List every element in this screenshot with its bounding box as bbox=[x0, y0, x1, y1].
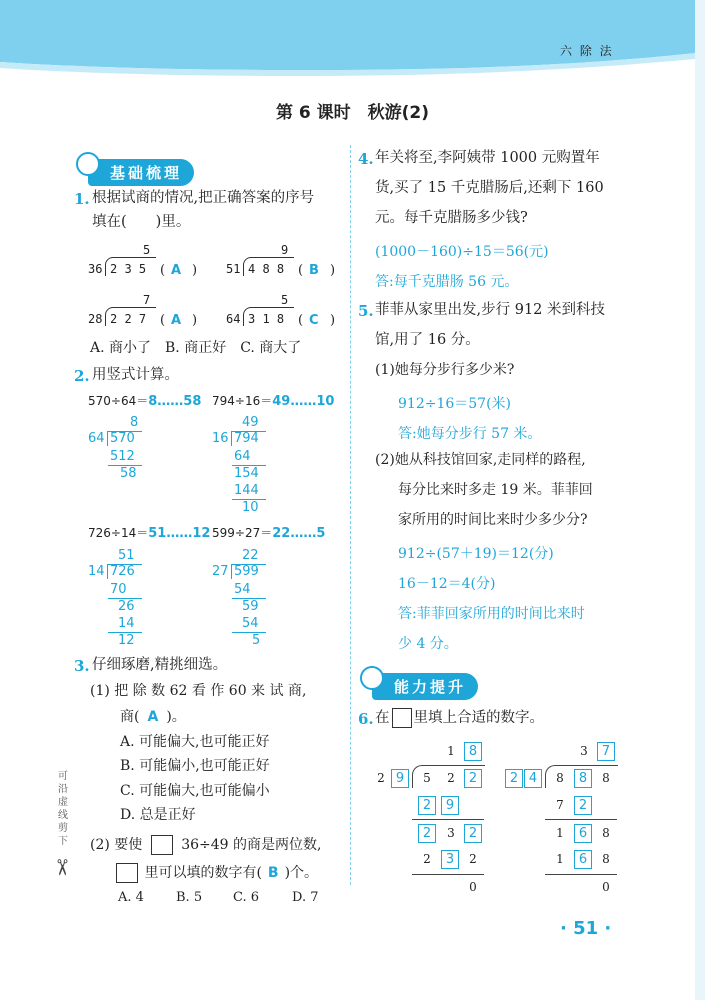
q3-option: B. 可能偏小,也可能正好 bbox=[120, 758, 270, 774]
q6-text: 在 里填上合适的数字。 bbox=[375, 710, 544, 726]
digit-puzzle-2: 3 7 2 4 8 8 8 7 2 1 6 8 1 6 8 0 bbox=[505, 742, 635, 892]
digit-box: 2 bbox=[418, 824, 436, 843]
q4-text: 货,买了 15 千克腊肠后,还剩下 160 bbox=[375, 180, 604, 196]
digit-box: 8 bbox=[464, 742, 482, 761]
q1-answer: C bbox=[309, 313, 319, 328]
section-title: 能力提升 bbox=[372, 673, 478, 700]
digit-box: 2 bbox=[574, 796, 592, 815]
digit-box: 3 bbox=[441, 850, 459, 869]
page-title: 第 6 课时 秋游(2) bbox=[275, 103, 430, 123]
digit-box: 2 bbox=[505, 769, 523, 788]
q4-answer-formula: (1000－160)÷15＝56(元) bbox=[375, 244, 549, 260]
q4-text: 年关将至,李阿姨带 1000 元购置年 bbox=[375, 150, 600, 166]
q5-sub2: (2)她从科技馆回家,走同样的路程, bbox=[375, 452, 586, 468]
digit-box: 2 bbox=[418, 796, 436, 815]
q5-answer-formula: 912÷(57＋19)＝12(分) bbox=[398, 546, 554, 562]
q3-part2-line2: 里可以填的数字有( B )个。 bbox=[116, 863, 318, 883]
header-wave bbox=[0, 0, 705, 80]
page-number: · 51 · bbox=[560, 918, 612, 939]
q3-number: 3. bbox=[74, 657, 90, 675]
q2-number: 2. bbox=[74, 367, 90, 385]
q3-option: C. 可能偏大,也可能偏小 bbox=[120, 783, 270, 799]
q3-part1-answer-line: 商( A )。 bbox=[120, 709, 186, 725]
q1-items: 5 36 2 3 5 ( A ) 9 51 4 8 8 ( B ) 7 28 2 2 7 ( A ) 5 64 3 1 8 ( C ) bbox=[88, 243, 336, 328]
cut-hint: 可沿虚线剪下 bbox=[58, 771, 68, 847]
column-divider bbox=[350, 145, 351, 885]
q3-text: 仔细琢磨,精挑细选。 bbox=[92, 657, 228, 673]
page-edge bbox=[695, 0, 705, 1000]
q2-expr-2: 794÷16＝49……10 bbox=[212, 394, 335, 409]
q5-text: 菲菲从家里出发,步行 912 米到科技 bbox=[375, 302, 606, 318]
q5-sub2: 每分比来时多走 19 米。菲菲回 bbox=[398, 482, 593, 498]
digit-box: 9 bbox=[441, 796, 459, 815]
q4-answer: 答:每千克腊肠 56 元。 bbox=[375, 274, 519, 290]
digit-box: 8 bbox=[574, 769, 592, 788]
q1-options: A. 商小了 B. 商正好 C. 商大了 bbox=[90, 340, 302, 356]
clock-icon bbox=[360, 666, 384, 690]
q5-number: 5. bbox=[358, 302, 374, 320]
q5-sub2: 家所用的时间比来时少多少分? bbox=[398, 512, 588, 528]
q2-text: 用竖式计算。 bbox=[92, 367, 179, 383]
q5-answer-formula: 16－12＝4(分) bbox=[398, 576, 496, 592]
q5-answer: 少 4 分。 bbox=[398, 636, 458, 652]
digit-puzzle-1: 1 8 2 9 5 2 2 2 9 2 3 2 2 3 2 0 bbox=[372, 742, 502, 892]
q6-number: 6. bbox=[358, 710, 374, 728]
q1-text: 根据试商的情况,把正确答案的序号 bbox=[92, 190, 315, 206]
blank-box bbox=[151, 835, 173, 855]
q3-answer-2: B bbox=[267, 865, 279, 881]
digit-box: 2 bbox=[464, 824, 482, 843]
q2-expr-4: 599÷27＝22……5 bbox=[212, 526, 326, 541]
blank-box bbox=[116, 863, 138, 883]
digit-box: 9 bbox=[391, 769, 409, 788]
q2-expr-3: 726÷14＝51……12 bbox=[88, 526, 211, 541]
q1-text-2: 填在( )里。 bbox=[92, 214, 191, 230]
digit-box: 6 bbox=[574, 850, 592, 869]
digit-box: 6 bbox=[574, 824, 592, 843]
digit-box: 7 bbox=[597, 742, 615, 761]
q3-option: D. 总是正好 bbox=[120, 807, 196, 823]
clock-icon bbox=[76, 152, 100, 176]
q5-answer-formula: 912÷16＝57(米) bbox=[398, 396, 512, 412]
q5-answer: 答:她每分步行 57 米。 bbox=[398, 426, 542, 442]
chapter-label: 六 除 法 bbox=[560, 44, 614, 58]
q1-answer: A bbox=[171, 263, 182, 278]
q1-answer: B bbox=[309, 263, 319, 278]
q4-text: 元。每千克腊肠多少钱? bbox=[375, 210, 528, 226]
q3-answer-1: A bbox=[147, 709, 159, 725]
q3-option: A. 可能偏大,也可能正好 bbox=[120, 734, 270, 750]
q1-number: 1. bbox=[74, 190, 90, 208]
q5-answer: 答:菲菲回家所用的时间比来时 bbox=[398, 606, 585, 622]
scissors-icon: ✂ bbox=[48, 858, 74, 877]
q1-answer: A bbox=[171, 313, 182, 328]
digit-box: 4 bbox=[524, 769, 542, 788]
q3-part1: (1) 把 除 数 62 看 作 60 来 试 商, bbox=[90, 683, 307, 699]
q5-sub1: (1)她每分步行多少米? bbox=[375, 362, 515, 378]
section-title: 基础梳理 bbox=[88, 159, 194, 186]
digit-box: 2 bbox=[464, 769, 482, 788]
blank-box bbox=[392, 708, 412, 728]
q2-expr-1: 570÷64＝8……58 bbox=[88, 394, 202, 409]
q4-number: 4. bbox=[358, 150, 374, 168]
q3-part2: (2) 要使 36÷49 的商是两位数, bbox=[90, 837, 322, 853]
q5-text: 馆,用了 16 分。 bbox=[375, 332, 480, 348]
